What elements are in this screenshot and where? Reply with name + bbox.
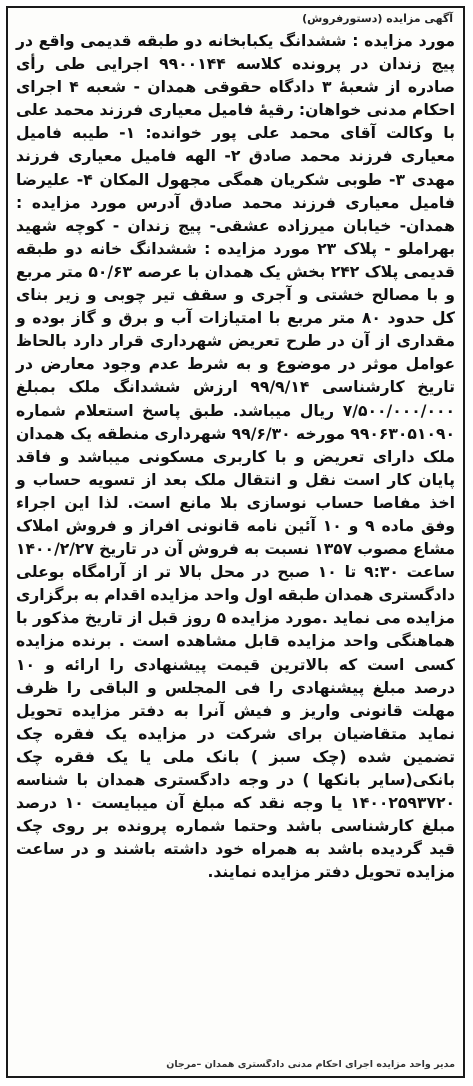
notice-title: آگهی مزایده (دستورفروش): [302, 11, 453, 25]
notice-header: [8, 8, 463, 28]
notice-body: [16, 30, 455, 884]
notice-signature: مدیر واحد مزایده اجرای احکام مدنی دادگستری همدان –مرجان: [166, 1059, 455, 1070]
auction-notice: [6, 6, 465, 1078]
notice-body-text: مورد مزایده : ششدانگ یکبابخانه دو طبقه قدیمی واقع در پیج زندان در پرونده کلاسه ۹۹۰۰۱۴۴ اجرایی طی رأی صادره از شعبهٔ ۳ دادگاه حقوقی همدان - شعبه ۴ اجرای احکام مدنی خواهان: رقیهٔ فامیل معیاری فرزند محمد علی با وکالت آقای محمد علی پور خوانده: ۱- طیبه فامیل معیاری فرزند محمد صادق ۲- الهه فامیل معیاری فرزند مهدی ۳- طوبی شکریان همگی مجهول المکان ۴- علیرضا فامیل معیاری فرزند محمد صادق آدرس مورد مزایده : همدان- خیابان میرزاده عشقی- پیج زندان - کوچه شهید بهراملو - پلاک ۲۳ مورد مزایده : ششدانگ خانه دو طبقه قدیمی پلاک ۲۴۲ بخش یک همدان با عرصه ۵۰/۶۳ متر مربع و با مصالح خشتی و آجری و سقف تیر چوبی و زیر بنای کل حدود ۸۰ متر مربع با امتیازات آب و برق و گاز بوده و مقداری از آن در طرح تعریض شهرداری قرار دارد بالحاظ عوامل موثر در موضوع و به شرط عدم وجود معارض در تاریخ کارشناسی ۹۹/۹/۱۴ ارزش ششدانگ ملک بمبلغ ۷/۵۰۰/۰۰۰/۰۰۰ ریال میباشد. طبق پاسخ استعلام شماره ۹۹۰۶۳۰۵۱۰۹۰ مورخه ۹۹/۶/۳۰ شهرداری منطقه یک همدان ملک دارای تعریض و با کاربری مسکونی میباشد و فاقد پایان کار است نقل و انتقال ملک بعد از تسویه حساب و اخذ مفاصا حساب نوسازی بلا مانع است. لذا این اجراء وفق ماده ۹ و ۱۰ آئین نامه قانونی افراز و فروش املاک مشاع مصوب ۱۳۵۷ نسبت به فروش آن در تاریخ ۱۴۰۰/۲/۲۷ ساعت ۹:۳۰ تا ۱۰ صبح در محل بالا تر از آرامگاه بوعلی دادگستری همدان طبقه اول واحد مزایده اقدام به برگزاری مزایده می نماید .مورد مزایده ۵ روز قبل از تاریخ مذکور با هماهنگی واحد مزایده قابل مشاهده است . برنده مزایده کسی است که بالاترین قیمت پیشنهادی را ارائه و ۱۰ درصد مبلغ پیشنهادی را فی المجلس و الباقی را ظرف مهلت قانونی واریز و فیش آنرا به دفتر مزایده تحویل نماید متقاضیان برای شرکت در مزایده یک فقره چک تضمین شده (چک سبز ) بانک ملی یا یک فقره چک بانکی(سایر بانکها ) در وجه دادگستری همدان با شناسه ۱۴۰۰۲۵۹۳۷۲۰ یا وجه نقد که مبلغ آن میبایست ۱۰ درصد مبلغ کارشناسی باشد وحتما شماره پرونده بر روی چک قید گردیده باشد به همراه خود داشته باشند و در ساعت مزایده تحویل دفتر مزایده نمایند.: [16, 32, 456, 882]
